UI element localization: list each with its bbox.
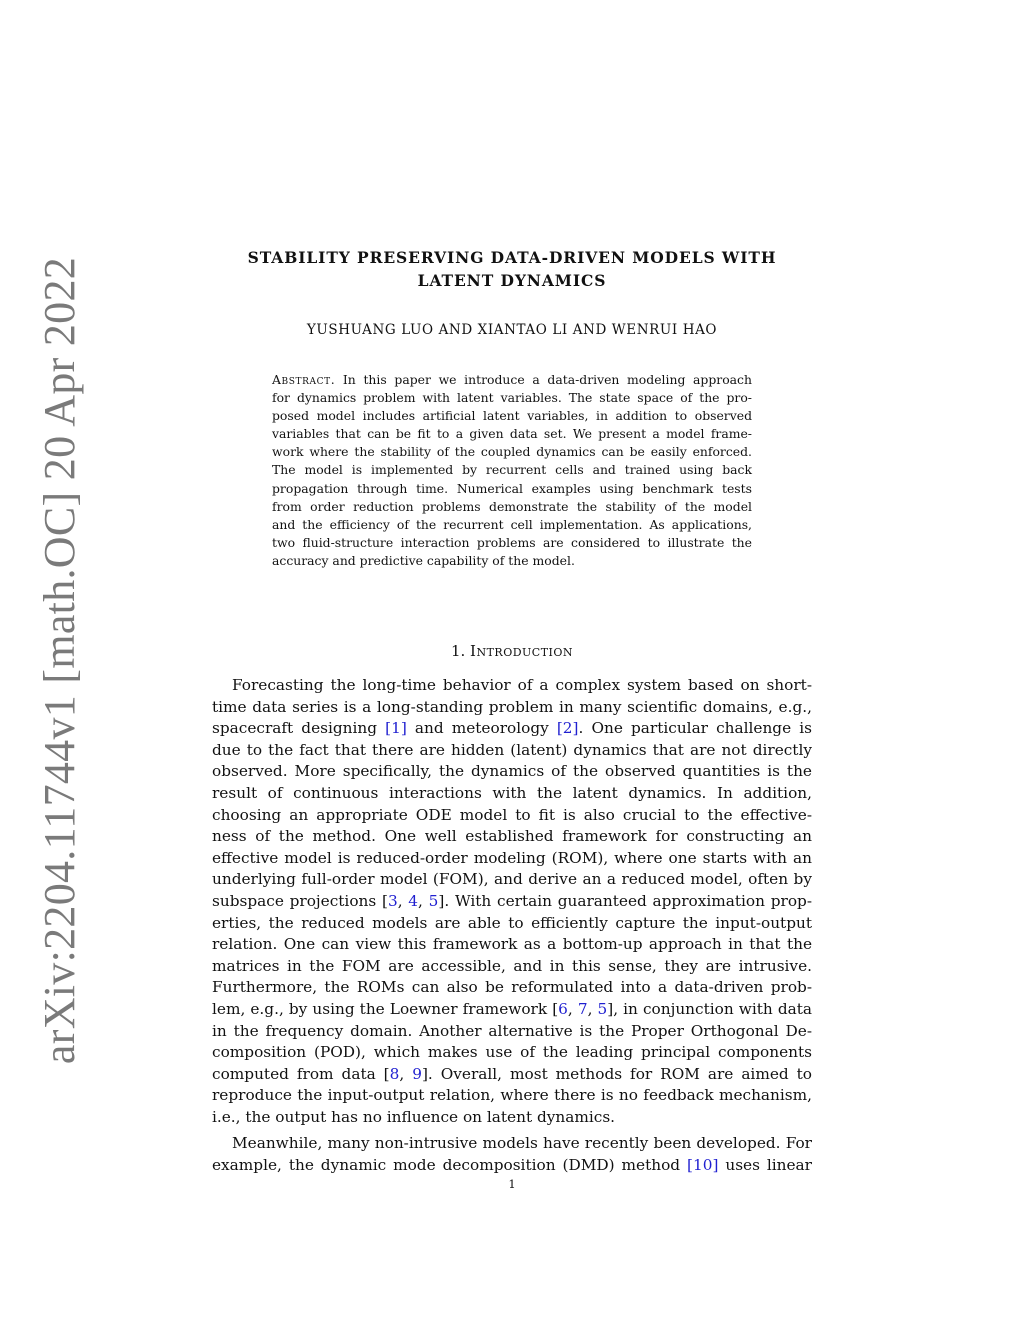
text-line: reproduce the input-output relation, where there is no feedback mechanism, (212, 1086, 812, 1105)
citation-link[interactable]: 5 (597, 999, 608, 1018)
citation-link[interactable]: 3 (387, 891, 398, 910)
text-line: choosing an appropriate ODE model to fit is also crucial to the effective- (212, 805, 812, 824)
text-line: subspace projections [3, 4, 5]. With certain guaranteed approximation prop- (212, 891, 813, 910)
abstract-line: work where the stability of the coupled dynamics can be easily enforced. (272, 444, 752, 460)
text-line: computed from data [8, 9]. Overall, most methods for ROM are aimed to (212, 1064, 812, 1083)
text-line: example, the dynamic mode decomposition (DMD) method [10] uses linear (212, 1156, 812, 1175)
abstract-line: posed model includes artificial latent variables, in addition to observed (272, 408, 752, 424)
page-number: 1 (508, 1177, 516, 1191)
abstract-line: accuracy and predictive capability of the model. (272, 552, 575, 568)
abstract-line: from order reduction problems demonstrate the stability of the model (272, 498, 752, 514)
citation-link[interactable]: 5 (428, 891, 439, 910)
citation-link[interactable]: [10] (687, 1156, 719, 1175)
text-line: in the frequency domain. Another alternative is the Proper Orthogonal De- (212, 1021, 812, 1040)
text-line: composition (POD), which makes use of the leading principal components (212, 1043, 812, 1062)
text-line: observed. More specifically, the dynamics of the observed quantities is the (212, 762, 812, 781)
abstract-line: propagation through time. Numerical examples using benchmark tests (272, 480, 752, 496)
arxiv-identifier: arXiv:2204.11744v1 [math.OC] 20 Apr 2022 (35, 256, 85, 1064)
citation-link[interactable]: 7 (577, 999, 588, 1018)
section-title: Introduction (470, 642, 574, 660)
text-line: result of continuous interactions with the latent dynamics. In addition, (212, 783, 812, 802)
citation-link[interactable]: [1] (385, 719, 407, 738)
abstract-line: two fluid-structure interaction problems are considered to illustrate the (272, 534, 752, 550)
citation-link[interactable]: 4 (408, 891, 419, 910)
text-line: underlying full-order model (FOM), and derive an a reduced model, often by (212, 870, 812, 889)
introduction-text (212, 675, 812, 1177)
paper-title (180, 246, 844, 292)
text-line: spacecraft designing [1] and meteorology [2]. One particular challenge is (212, 719, 812, 738)
text-line: Furthermore, the ROMs can also be reformulated into a data-driven prob- (212, 978, 812, 997)
section-number: 1. (450, 642, 466, 660)
abstract-line: for dynamics problem with latent variables. The state space of the pro- (272, 390, 752, 406)
text-line: Forecasting the long-time behavior of a complex system based on short- (232, 676, 812, 694)
section-heading (212, 642, 812, 660)
citation-link[interactable]: [2] (556, 719, 579, 738)
citation-link[interactable]: 8 (389, 1064, 400, 1083)
text-line: erties, the reduced models are able to efficiently capture the input-output (212, 913, 812, 932)
abstract-line: Abstract. In this paper we introduce a data-driven modeling approach (272, 372, 752, 387)
text-line: Meanwhile, many non-intrusive models have recently been developed. For (232, 1134, 812, 1153)
citation-link[interactable]: 9 (412, 1064, 422, 1083)
abstract-line: and the efficiency of the recurrent cell implementation. As applications, (272, 516, 752, 532)
text-line: relation. One can view this framework as a bottom-up approach in that the (212, 935, 812, 954)
author-list: YUSHUANG LUO AND XIANTAO LI AND WENRUI HAO (306, 322, 718, 338)
text-line: due to the fact that there are hidden (latent) dynamics that are not directly (212, 740, 812, 759)
abstract-line: The model is implemented by recurrent cells and trained using back (272, 462, 752, 478)
text-line: matrices in the FOM are accessible, and in this sense, they are intrusive. (212, 956, 812, 975)
text-line: time data series is a long-standing problem in many scientific domains, e.g., (212, 697, 812, 716)
abstract-label: Abstract. (272, 372, 336, 387)
arxiv-identifier-stamp (20, 256, 100, 1064)
text-line: i.e., the output has no influence on latent dynamics. (212, 1107, 616, 1126)
citation-link[interactable]: 6 (558, 999, 568, 1018)
title-line: STABILITY PRESERVING DATA-DRIVEN MODELS WITH (247, 248, 777, 267)
title-line: LATENT DYNAMICS (417, 271, 607, 290)
text-line: ness of the method. One well established framework for constructing an (212, 827, 812, 846)
abstract-line: variables that can be fit to a given data set. We present a model frame- (272, 426, 752, 442)
text-line: effective model is reduced-order modeling (ROM), where one starts with an (212, 848, 812, 867)
abstract (272, 371, 752, 570)
text-line: lem, e.g., by using the Loewner framework [6, 7, 5], in conjunction with data (212, 999, 812, 1018)
